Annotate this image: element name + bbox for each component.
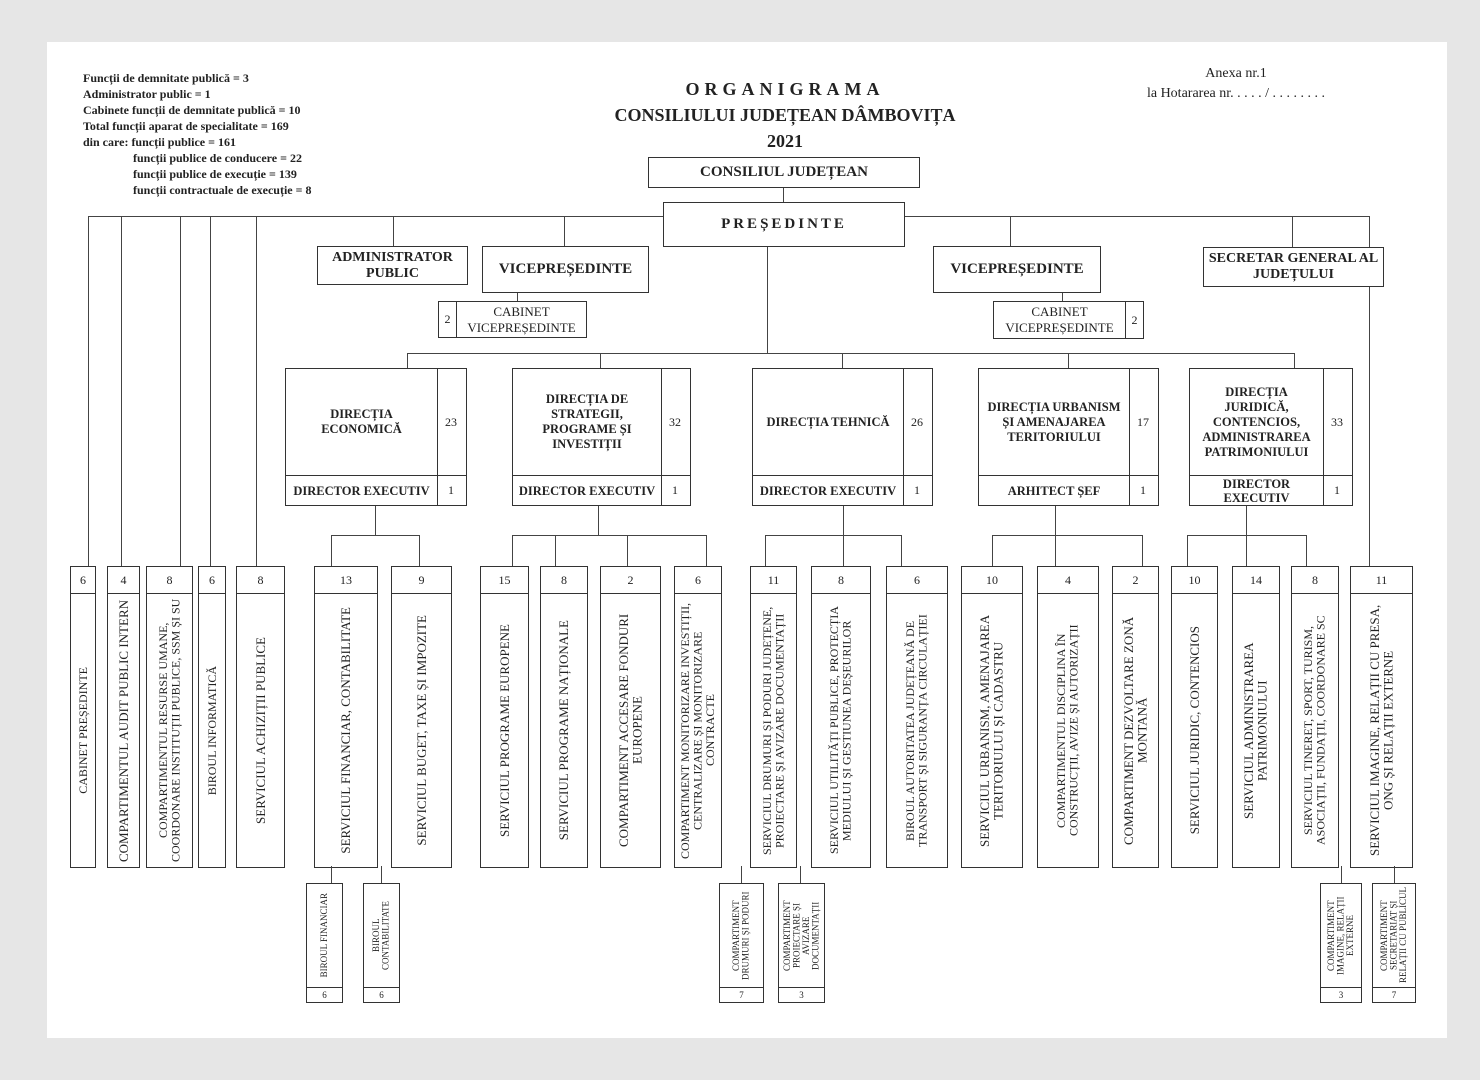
service-staff-count: 4 (1037, 566, 1099, 594)
service-box (674, 593, 722, 868)
vice-president-2-box (933, 246, 1101, 293)
subunit-box (1320, 883, 1362, 988)
subunit-connector (800, 866, 801, 883)
service-label: BIROUL AUTORITATEA JUDEȚEANĂ DE TRANSPORT ȘI SIGURANȚA CIRCULAȚIEI (903, 614, 930, 847)
title-line: 2021 (767, 131, 803, 151)
direction-name: DIRECȚIA ECONOMICĂ (321, 407, 402, 436)
direction-head-count: 1 (672, 483, 678, 497)
service-label: COMPARTIMENTUL DISCIPLINA ÎN CONSTRUCȚII, AVIZE ȘI AUTORIZAȚII (1054, 624, 1081, 837)
direction-staff-count: 17 (1128, 369, 1158, 476)
direction-head-count: 1 (1334, 483, 1340, 497)
stat-line: funcții publice de conducere = 22 (133, 151, 302, 165)
service-box (314, 593, 378, 868)
service-box (107, 593, 140, 868)
service-box (1037, 593, 1099, 868)
vice-president-1-box (482, 246, 649, 293)
service-box (70, 593, 96, 868)
direction-staff-count: 32 (660, 369, 690, 476)
general-secretary-box (1203, 247, 1384, 287)
service-staff-count: 10 (961, 566, 1023, 594)
service-staff-count: 8 (146, 566, 193, 594)
stat-line: funcții contractuale de execuție = 8 (133, 183, 312, 197)
service-label: SERVICIUL TINERET, SPORT, TURISM, ASOCIAȚII, FUNDAȚII, COORDONARE SC (1301, 615, 1328, 846)
subunit-box (778, 883, 825, 988)
subunit-connector (1341, 866, 1342, 883)
service-staff-count: 2 (1112, 566, 1159, 594)
direction-name-cell (513, 369, 662, 476)
service-staff-count: 9 (391, 566, 452, 594)
direction-name: DIRECȚIA JURIDICĂ, CONTENCIOS, ADMINISTRAREA PATRIMONIULUI (1202, 384, 1311, 459)
service-staff-count: 6 (70, 566, 96, 594)
direction-head-count: 1 (448, 483, 454, 497)
stat-line: Total funcții aparat de specialitate = 169 (83, 119, 289, 133)
service-staff-count: 6 (674, 566, 722, 594)
annex-number: Anexa nr.1 (1205, 66, 1267, 81)
direction-head-cell (513, 476, 662, 505)
service-label: SERVICIUL FINANCIAR, CONTABILITATE (338, 607, 354, 854)
service-box (1232, 593, 1280, 868)
title-line: ORGANIGRAMA (685, 79, 885, 99)
county-council-box (648, 157, 920, 188)
public-administrator-box (317, 246, 468, 285)
general-secretary-label: SECRETAR GENERAL AL JUDEȚULUI (1208, 251, 1379, 282)
service-staff-count: 14 (1232, 566, 1280, 594)
stat-line: Administrator public = 1 (83, 87, 211, 101)
service-label: SERVICIUL ACHIZIȚII PUBLICE (252, 637, 268, 824)
direction-name: DIRECȚIA TEHNICĂ (766, 414, 890, 429)
service-label: COMPARTIMENT MONITORIZARE INVESTIȚII, CENTRALIZARE ȘI MONITORIZARE CONTRACTE (678, 602, 718, 859)
direction-head-title: DIRECTOR EXECUTIV (759, 483, 897, 498)
annex-note (1106, 64, 1366, 104)
service-label: SERVICIUL BUGET, TAXE ȘI IMPOZITE (413, 615, 429, 846)
service-box (600, 593, 661, 868)
subunit-label: BIROUL CONTABILITATE (371, 900, 391, 971)
service-label: SERVICIUL ADMINISTRAREA PATRIMONIULUI (1241, 642, 1270, 819)
service-box (961, 593, 1023, 868)
service-staff-count: 6 (886, 566, 948, 594)
direction-box (978, 368, 1159, 506)
service-box (1291, 593, 1339, 868)
direction-box (1189, 368, 1353, 506)
subunit-connector (331, 866, 332, 883)
subunit-connector (381, 866, 382, 883)
president-box (663, 202, 905, 247)
subunit-box (1372, 883, 1416, 988)
service-label: SERVICIUL PROGRAME EUROPENE (496, 624, 512, 837)
direction-head-title: DIRECTOR EXECUTIV (518, 483, 656, 498)
service-box (480, 593, 529, 868)
service-staff-count: 13 (314, 566, 378, 594)
vice-cabinet-2-label: CABINET VICEPREȘEDINTE (1005, 304, 1114, 335)
subunit-label: COMPARTIMENT IMAGINE, RELAȚII EXTERNE (1325, 896, 1355, 975)
annex-decision: la Hotararea nr. . . . . / . . . . . . . . (1146, 86, 1326, 101)
service-box (540, 593, 588, 868)
vice-cabinet-1-label: CABINET VICEPREȘEDINTE (467, 303, 576, 335)
service-box (391, 593, 452, 868)
service-label: CABINET PREȘEDINTE (75, 667, 90, 794)
service-staff-count: 8 (236, 566, 285, 594)
direction-name: DIRECȚIA URBANISM ȘI AMENAJAREA TERITORIULUI (987, 399, 1121, 444)
service-staff-count: 11 (750, 566, 797, 594)
public-administrator-label: ADMINISTRATOR PUBLIC (332, 249, 453, 281)
service-box (1171, 593, 1218, 868)
service-label: BIROUL INFORMATICĂ (204, 665, 219, 796)
direction-staff-count: 26 (902, 369, 932, 476)
service-staff-count: 8 (540, 566, 588, 594)
direction-box (285, 368, 467, 506)
subunit-box (363, 883, 400, 988)
direction-head-title: DIRECTOR EXECUTIV (293, 483, 430, 498)
subunit-staff-count: 3 (1320, 987, 1362, 1003)
service-box (886, 593, 948, 868)
service-staff-count: 2 (600, 566, 661, 594)
direction-box (512, 368, 691, 506)
service-staff-count: 6 (198, 566, 226, 594)
service-label: SERVICIUL DRUMURI ȘI PODURI JUDEȚENE, PROIECTARE ȘI AVIZARE DOCUMENTAȚII (759, 606, 787, 855)
service-label: COMPARTIMENTUL AUDIT PUBLIC INTERN (115, 599, 131, 862)
service-box (811, 593, 871, 868)
stat-line: Funcții de demnitate publică = 3 (83, 71, 249, 85)
service-staff-count: 15 (480, 566, 529, 594)
direction-name: DIRECȚIA DE STRATEGII, PROGRAME ȘI INVESTIȚII (542, 392, 632, 451)
vice-president-1-label: VICEPREȘEDINTE (498, 261, 633, 277)
title-line: CONSILIULUI JUDEȚEAN DÂMBOVIȚA (614, 105, 956, 125)
service-box (146, 593, 193, 868)
subunit-label: COMPARTIMENT PROIECTARE ȘI AVIZARE DOCUMENTAȚII (781, 900, 820, 971)
president-label: PREȘEDINTE (721, 216, 847, 232)
direction-name-cell (1190, 369, 1324, 476)
direction-head-title: DIRECTOR EXECUTIV (1222, 476, 1291, 505)
direction-name-cell (753, 369, 904, 476)
subunit-connector (741, 866, 742, 883)
service-staff-count: 8 (1291, 566, 1339, 594)
service-staff-count: 4 (107, 566, 140, 594)
service-box (1112, 593, 1159, 868)
service-label: SERVICIUL PROGRAME NAȚIONALE (556, 620, 572, 841)
staff-statistics (83, 70, 311, 198)
subunit-label: COMPARTIMENT DRUMURI ȘI PODURI (731, 891, 751, 980)
stat-line: Cabinete funcții de demnitate publică = 10 (83, 103, 301, 117)
direction-head-count: 1 (914, 483, 920, 497)
service-box (198, 593, 226, 868)
service-label: COMPARTIMENT DEZVOLTARE ZONĂ MONTANĂ (1120, 616, 1150, 845)
subunit-box (306, 883, 343, 988)
service-box (750, 593, 797, 868)
subunit-label: BIROUL FINANCIAR (318, 893, 329, 978)
subunit-staff-count: 7 (719, 987, 764, 1003)
direction-head-cell (286, 476, 438, 505)
direction-staff-count: 23 (436, 369, 466, 476)
service-label: COMPARTIMENTUL RESURSE UMANE, COORDONARE INSTITUȚII PUBLICE, SSM ȘI SU (155, 598, 183, 863)
service-label: SERVICIUL UTILITĂȚI PUBLICE, PROTECȚIA MEDIULUI ȘI GESTIUNEA DEȘEURILOR (827, 606, 854, 855)
service-staff-count: 8 (811, 566, 871, 594)
vice-cabinet-1-box (438, 301, 587, 338)
direction-head-cell (753, 476, 904, 505)
stat-line: funcții publice de execuție = 139 (133, 167, 297, 181)
vice-cabinet-2-count: 2 (1125, 302, 1143, 338)
service-staff-count: 11 (1350, 566, 1413, 594)
direction-staff-count: 33 (1322, 369, 1352, 476)
page-title (535, 76, 1035, 154)
service-label: SERVICIUL JURIDIC, CONTENCIOS (1186, 626, 1202, 835)
service-staff-count: 10 (1171, 566, 1218, 594)
subunit-staff-count: 7 (1372, 987, 1416, 1003)
subunit-staff-count: 6 (363, 987, 400, 1003)
service-box (236, 593, 285, 868)
service-label: SERVICIUL URBANISM, AMENAJAREA TERITORIULUI ȘI CADASTRU (977, 614, 1006, 847)
direction-head-cell (979, 476, 1130, 505)
vice-president-2-label: VICEPREȘEDINTE (950, 261, 1084, 277)
direction-head-title: ARHITECT ȘEF (1007, 483, 1101, 498)
service-label: COMPARTIMENT ACCESARE FONDURI EUROPENE (615, 613, 645, 848)
subunit-staff-count: 3 (778, 987, 825, 1003)
subunit-connector (1394, 866, 1395, 883)
county-council-label: CONSILIUL JUDEȚEAN (700, 164, 868, 180)
direction-head-cell (1190, 476, 1324, 505)
stat-line: din care: funcții publice = 161 (83, 135, 236, 149)
direction-head-count: 1 (1140, 483, 1146, 497)
direction-box (752, 368, 933, 506)
vice-cabinet-2-box (993, 301, 1144, 339)
subunit-box (719, 883, 764, 988)
service-box (1350, 593, 1413, 868)
subunit-label: COMPARTIMENT SECRETARIAT ȘI RELAȚII CU PUBLICUL (1378, 887, 1408, 984)
service-label: SERVICIUL IMAGINE, RELAȚII CU PRESA, ONG ȘI RELAȚII EXTERNE (1366, 604, 1396, 857)
subunit-staff-count: 6 (306, 987, 343, 1003)
vice-cabinet-1-count: 2 (439, 302, 457, 337)
direction-name-cell (979, 369, 1130, 476)
direction-name-cell (286, 369, 438, 476)
